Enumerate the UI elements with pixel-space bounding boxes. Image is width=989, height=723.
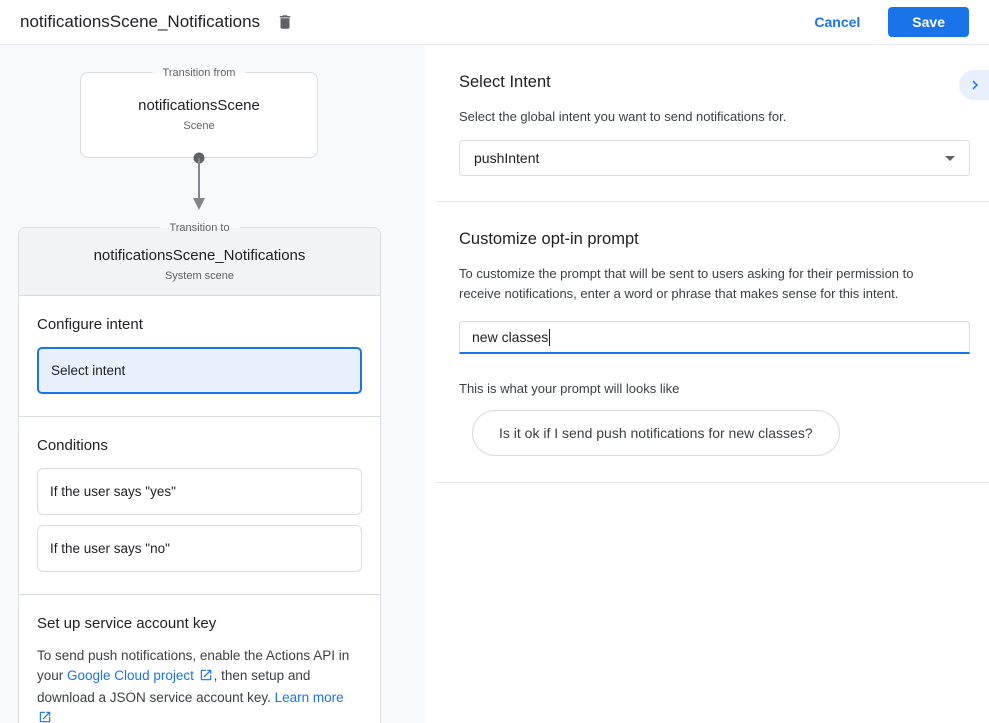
intent-dropdown[interactable] xyxy=(459,140,970,176)
to-scene-type: System scene xyxy=(164,270,235,282)
select-intent-box[interactable]: Select intent xyxy=(37,347,362,394)
customize-prompt-heading: Customize opt-in prompt xyxy=(459,230,639,248)
to-scene-name: notificationsScene_Notifications xyxy=(93,247,306,264)
from-scene-type: Scene xyxy=(183,120,215,132)
configure-intent-heading: Configure intent xyxy=(37,316,143,333)
external-link-icon xyxy=(38,712,52,723)
from-scene-name: notificationsScene xyxy=(138,97,260,114)
section-divider xyxy=(435,482,989,483)
external-link-icon xyxy=(199,670,213,685)
save-button[interactable]: Save xyxy=(888,7,969,37)
to-scene-header xyxy=(19,228,380,296)
service-text-part1: To send push notifications, enable the Actions API in your xyxy=(37,648,350,683)
conditions-section xyxy=(19,417,380,595)
prompt-preview-chip: Is it ok if I send push notifications for new classes? xyxy=(472,410,840,456)
select-intent-heading: Select Intent xyxy=(459,73,551,91)
service-account-heading: Set up service account key xyxy=(37,615,217,632)
customize-prompt-section xyxy=(425,202,989,456)
condition-yes-box[interactable]: If the user says "yes" xyxy=(37,468,362,515)
select-intent-description: Select the global intent you want to send notifications for. xyxy=(459,109,787,124)
transition-to-label: Transition to xyxy=(159,221,239,235)
configure-intent-section xyxy=(19,296,380,417)
dropdown-caret-icon xyxy=(945,156,955,161)
scene-flow-panel xyxy=(0,45,425,723)
transition-to-card xyxy=(18,222,381,723)
learn-more-link[interactable]: Learn more xyxy=(274,690,344,705)
chevron-right-icon xyxy=(966,76,984,94)
opt-in-prompt-input-value: new classes xyxy=(472,329,549,345)
opt-in-prompt-input[interactable] xyxy=(459,321,970,354)
customize-prompt-description: To customize the prompt that will be sent to users asking for their permission to receive notifications, enter a word or phrase that makes sense for this intent. xyxy=(459,266,914,301)
text-cursor xyxy=(549,329,550,346)
delete-scene-button[interactable] xyxy=(274,11,296,33)
cancel-button[interactable]: Cancel xyxy=(814,14,861,30)
google-cloud-project-link[interactable]: Google Cloud project xyxy=(67,668,194,683)
prompt-preview-label: This is what your prompt will looks like xyxy=(459,381,680,396)
conditions-heading: Conditions xyxy=(37,437,108,454)
service-account-section xyxy=(19,595,380,723)
transition-arrow xyxy=(189,152,209,214)
page-title: notificationsScene_Notifications xyxy=(20,12,261,31)
intent-config-panel xyxy=(425,45,989,723)
trash-icon xyxy=(276,13,294,31)
collapse-panel-button[interactable] xyxy=(959,70,989,100)
main-content xyxy=(0,45,989,723)
header-actions xyxy=(814,7,969,37)
service-account-text xyxy=(37,646,362,723)
transition-from-label: Transition from xyxy=(153,66,246,80)
service-text-part2: , then setup and download a JSON service account key. xyxy=(37,668,311,705)
intent-dropdown-value: pushIntent xyxy=(474,150,540,166)
select-intent-panel-section xyxy=(425,45,989,176)
app-header xyxy=(0,0,989,45)
condition-no-box[interactable]: If the user says "no" xyxy=(37,525,362,572)
transition-from-node[interactable] xyxy=(80,67,318,158)
